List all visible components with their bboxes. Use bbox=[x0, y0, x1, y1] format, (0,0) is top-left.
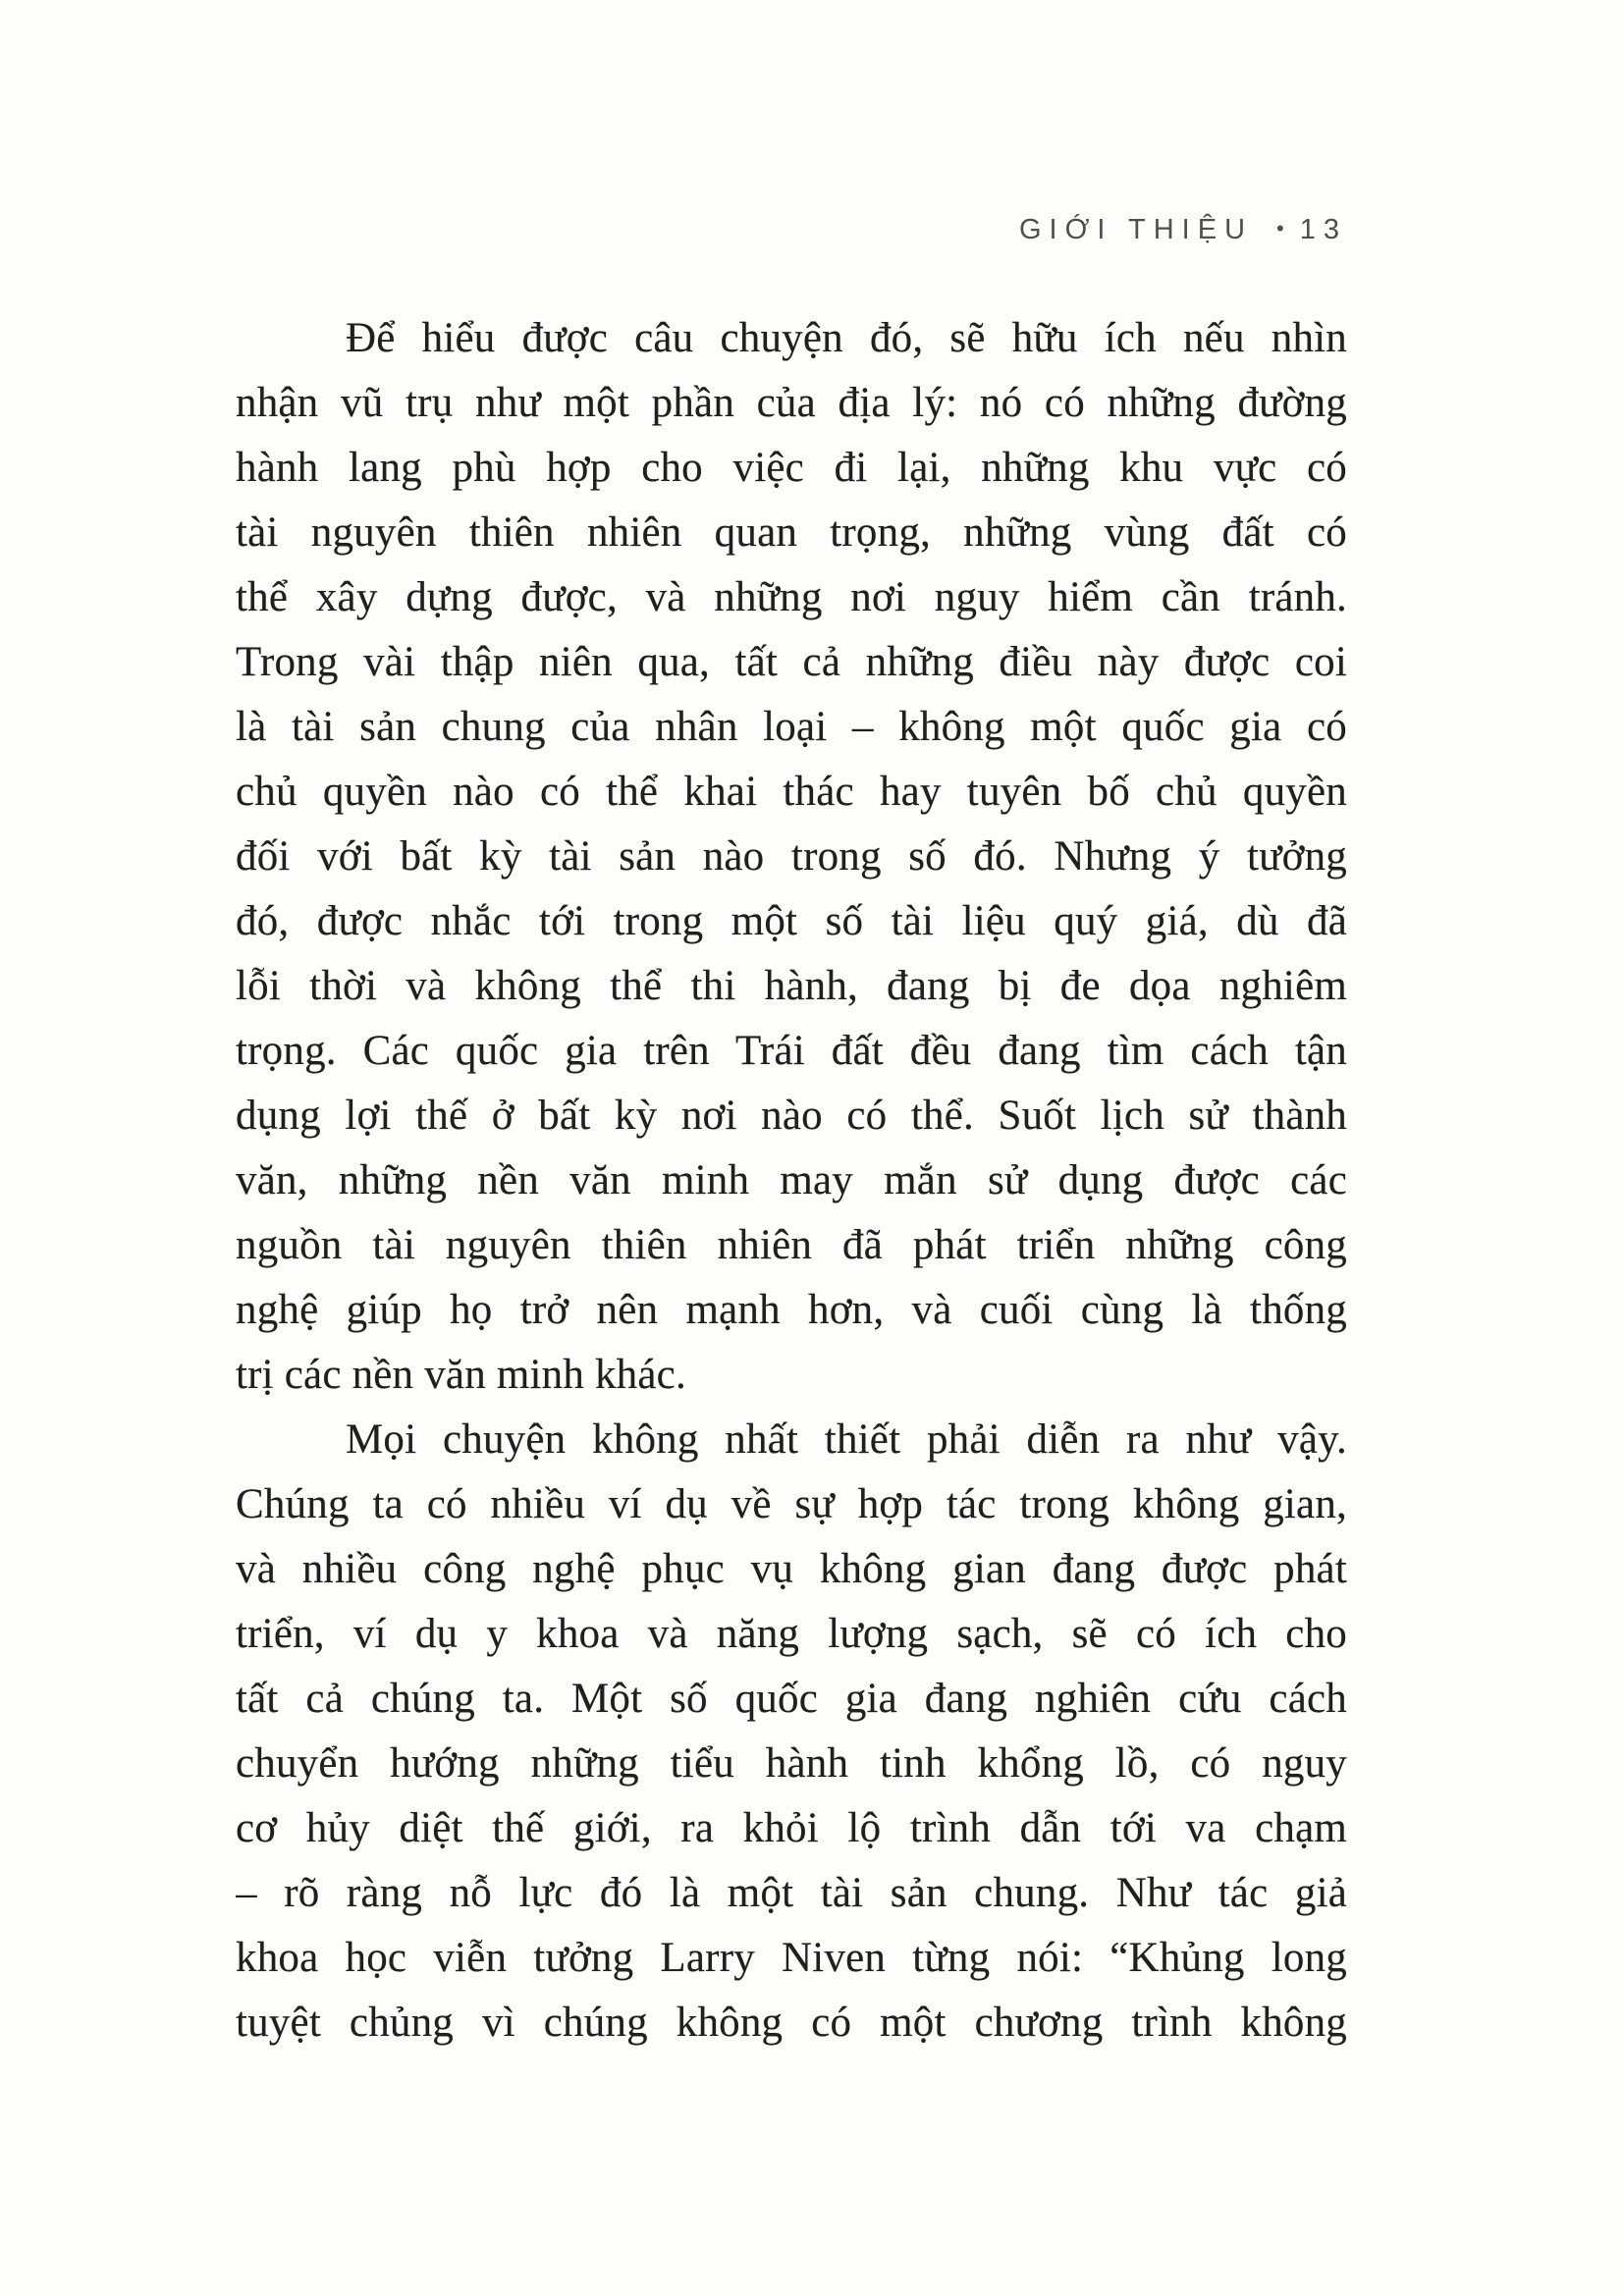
text-line: Chúng ta có nhiều ví dụ về sự hợp tác trong không gian, bbox=[236, 1481, 1347, 1527]
text-line: hành lang phù hợp cho việc đi lại, những khu vực có bbox=[236, 445, 1347, 491]
paragraph bbox=[236, 1408, 1347, 2056]
text-line: cơ hủy diệt thế giới, ra khỏi lộ trình dẫn tới va chạm bbox=[236, 1805, 1347, 1851]
text-line: nguồn tài nguyên thiên nhiên đã phát triển những công bbox=[236, 1222, 1347, 1268]
running-header bbox=[1019, 214, 1347, 246]
text-line: là tài sản chung của nhân loại – không một quốc gia có bbox=[236, 704, 1347, 750]
text-line: lỗi thời và không thể thi hành, đang bị đe dọa nghiêm bbox=[236, 963, 1347, 1009]
text-line: tuyệt chủng vì chúng không có một chương trình không bbox=[236, 2000, 1347, 2046]
text-line: khoa học viễn tưởng Larry Niven từng nói: “Khủng long bbox=[236, 1935, 1347, 1981]
text-line: Để hiểu được câu chuyện đó, sẽ hữu ích nếu nhìn bbox=[346, 315, 1347, 361]
text-line: Mọi chuyện không nhất thiết phải diễn ra như vậy. bbox=[346, 1416, 1347, 1463]
text-line: và nhiều công nghệ phục vụ không gian đang được phát bbox=[236, 1546, 1347, 1592]
text-line: trọng. Các quốc gia trên Trái đất đều đang tìm cách tận bbox=[236, 1028, 1347, 1074]
text-line: trị các nền văn minh khác. bbox=[236, 1352, 686, 1398]
text-line: nghệ giúp họ trở nên mạnh hơn, và cuối cùng là thống bbox=[236, 1287, 1347, 1333]
text-line: văn, những nền văn minh may mắn sử dụng được các bbox=[236, 1157, 1347, 1203]
body-text-block bbox=[236, 306, 1347, 2056]
text-line: nhận vũ trụ như một phần của địa lý: nó có những đường bbox=[236, 380, 1347, 426]
text-line: Trong vài thập niên qua, tất cả những điều này được coi bbox=[236, 639, 1347, 685]
text-line: đối với bất kỳ tài sản nào trong số đó. Nhưng ý tưởng bbox=[236, 833, 1347, 880]
paragraph bbox=[236, 306, 1347, 1408]
text-line: tài nguyên thiên nhiên quan trọng, những vùng đất có bbox=[236, 509, 1347, 556]
section-title: GIỚI THIỆU bbox=[1018, 214, 1254, 245]
text-line: – rõ ràng nỗ lực đó là một tài sản chung. Như tác giả bbox=[236, 1870, 1347, 1916]
text-line: chủ quyền nào có thể khai thác hay tuyên bố chủ quyền bbox=[236, 769, 1347, 815]
text-line: chuyển hướng những tiểu hành tinh khổng lồ, có nguy bbox=[236, 1740, 1347, 1787]
text-line: triển, ví dụ y khoa và năng lượng sạch, sẽ có ích cho bbox=[236, 1611, 1347, 1657]
text-line: tất cả chúng ta. Một số quốc gia đang nghiên cứu cách bbox=[236, 1676, 1347, 1722]
page-number: 13 bbox=[1299, 214, 1347, 245]
text-line: thể xây dựng được, và những nơi nguy hiểm cần tránh. bbox=[236, 574, 1347, 620]
header-separator-dot: • bbox=[1276, 216, 1284, 240]
text-line: dụng lợi thế ở bất kỳ nơi nào có thể. Suốt lịch sử thành bbox=[236, 1093, 1347, 1139]
text-line: đó, được nhắc tới trong một số tài liệu quý giá, dù đã bbox=[236, 898, 1347, 944]
